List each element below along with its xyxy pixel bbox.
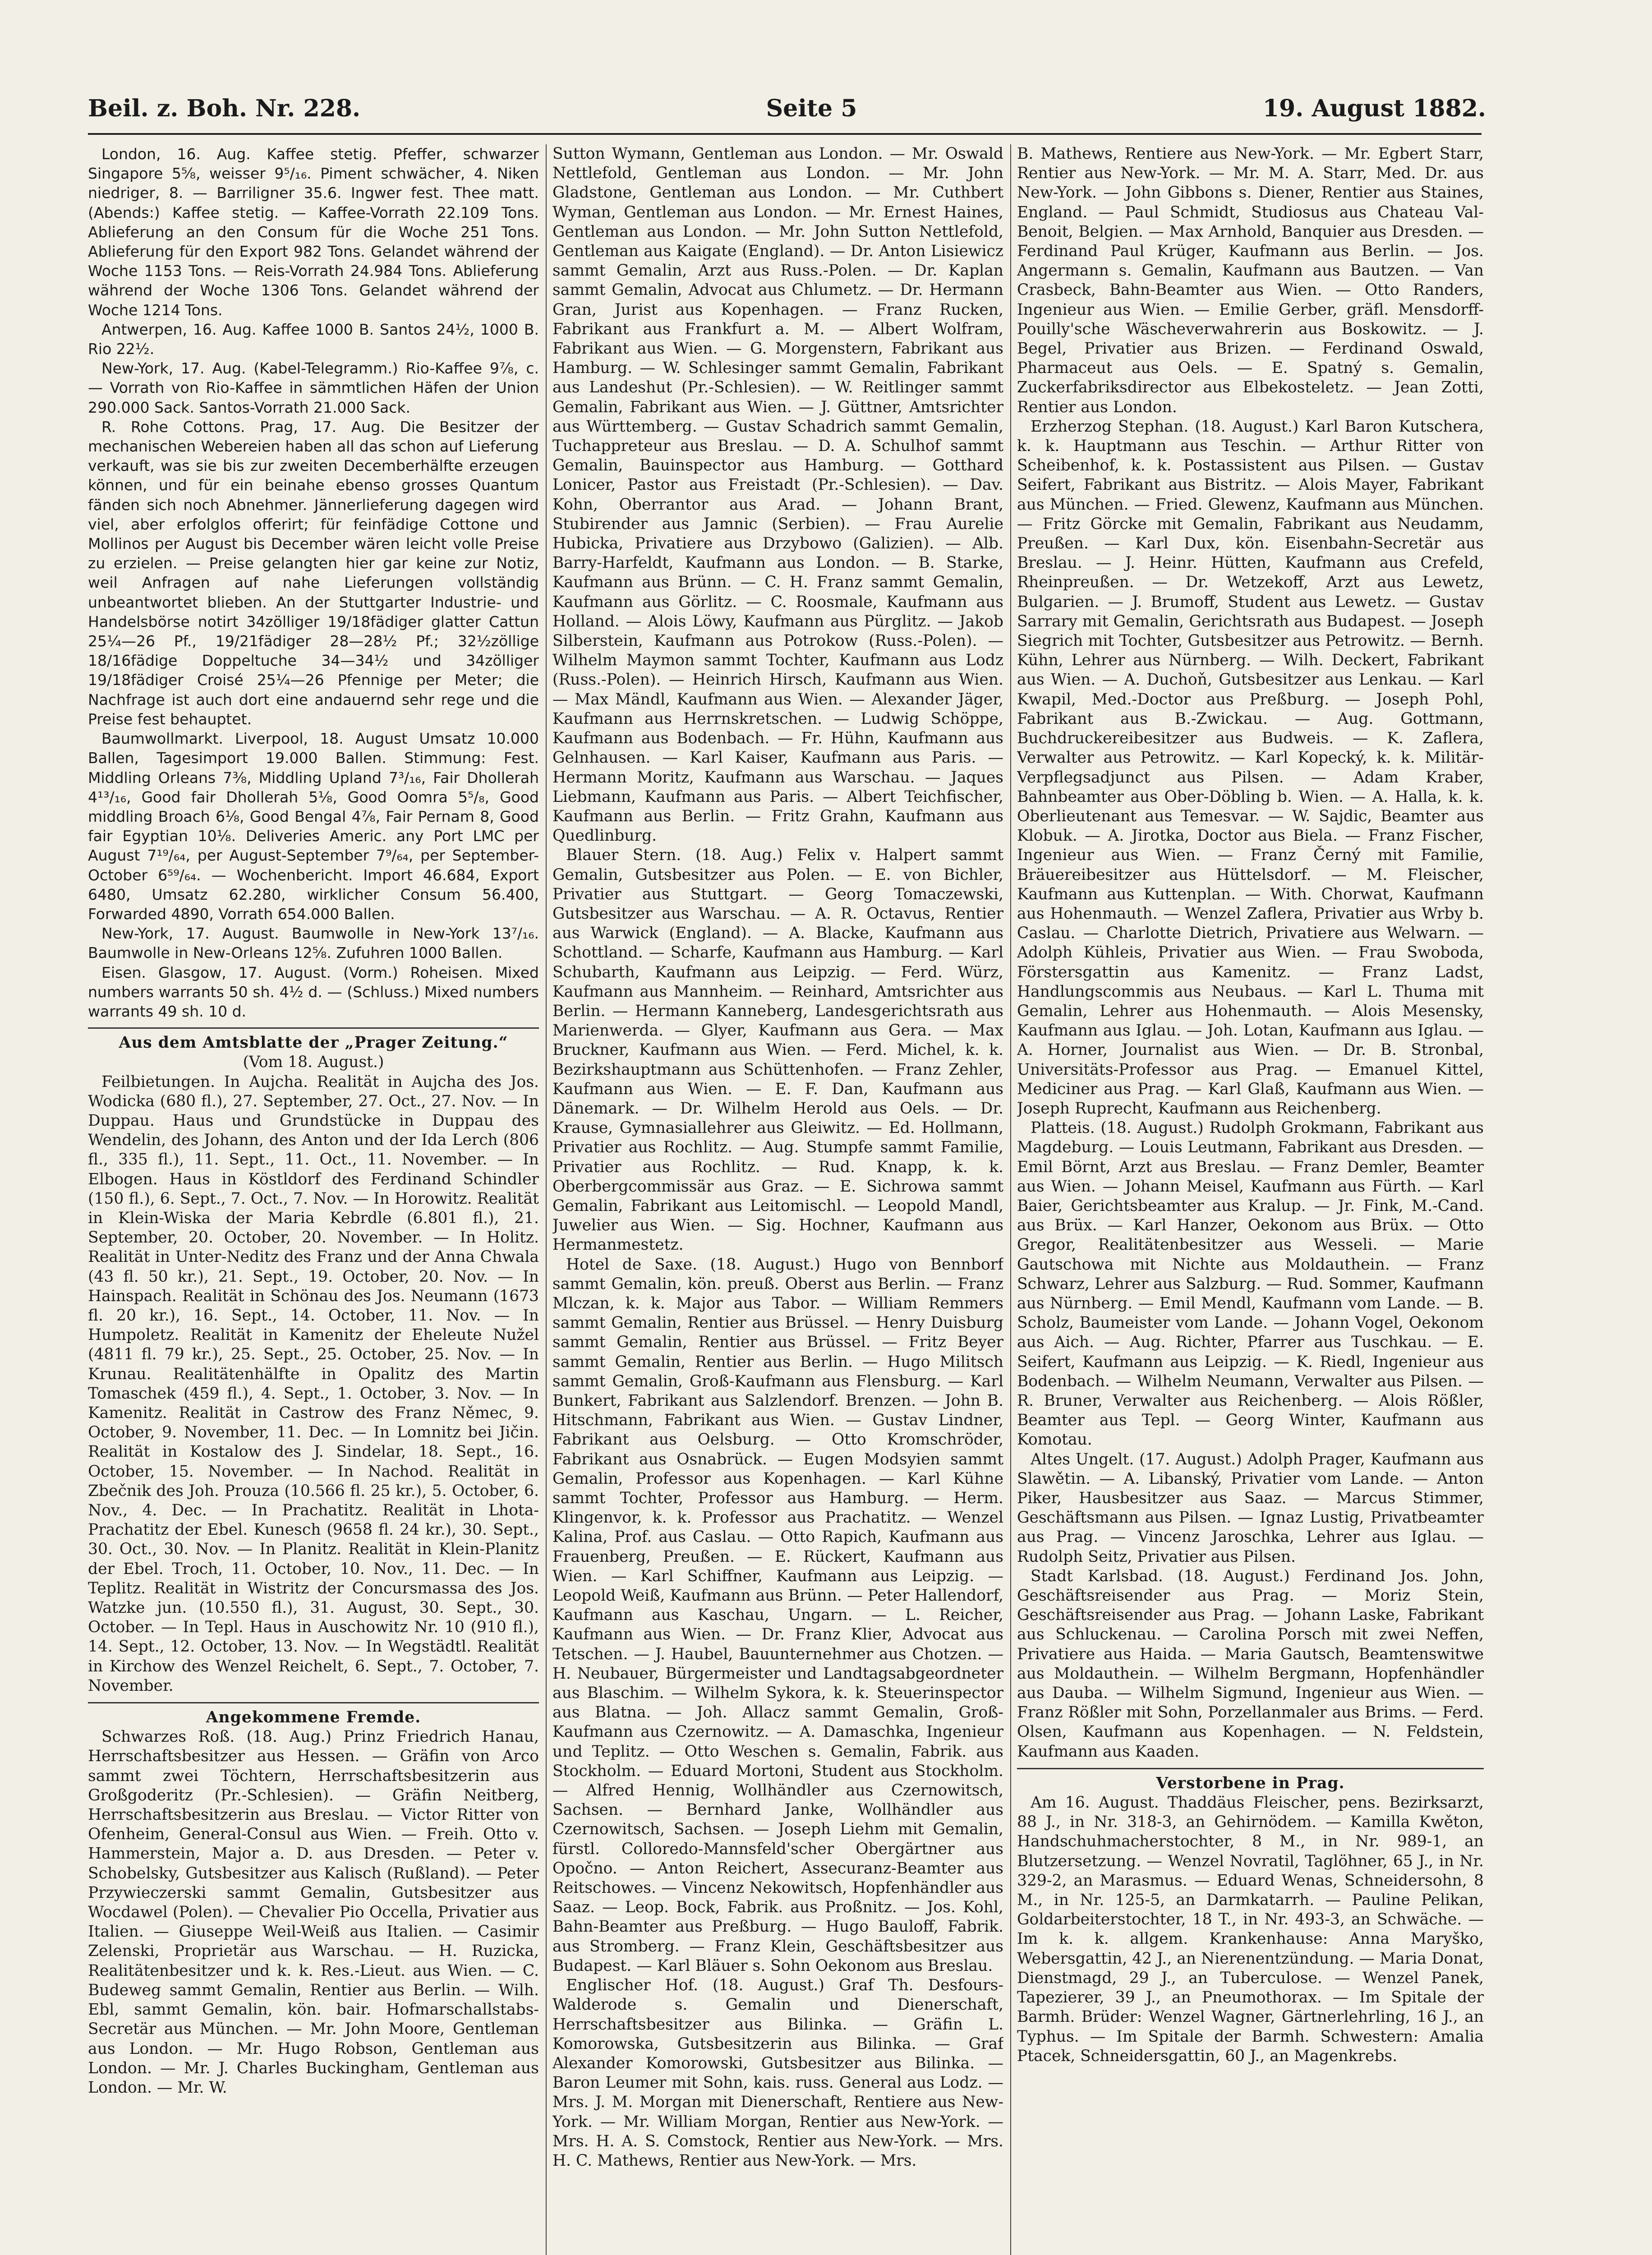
hotel-paragraph: Stadt Karlsbad. (18. August.) Ferdinand Jos. John, Geschäftsreisender aus Prag. — Moriz Stein, Geschäftsreisender aus Prag. — Johann Laske, Fabrikant aus Schluckenau. — Carolina Porsch mit zwei Neffen, Privatiere aus Haida. — Maria Gautsch, Beamtenswitwe aus Moldauthein. — Wilhelm Bergmann, Hopfenhändler aus Dauba. — Wilhelm Sigmund, Ingenieur aus Wien. — Franz Rößler mit Sohn, Porzellanmaler aus Brims. — Ferd. Olsen, Kaufmann aus Kopenhagen. — N. Feldstein, Kaufmann aus Kaaden. (1017, 1567, 1484, 1761)
hotel-paragraph: Hotel de Saxe. (18. August.) Hugo von Bennborf sammt Gemalin, kön. preuß. Oberst aus Berlin. — Franz Mlczan, k. k. Major aus Tabor. — William Remmers sammt Gemalin, Rentier aus Brüssel. — Henry Duisburg sammt Gemalin, Rentier aus Brüssel. — Fritz Beyer sammt Gemalin, Rentier aus Berlin. — Hugo Militsch sammt Gemalin, Groß-Kaufmann aus Flensburg. — Karl Bunkert, Fabrikant aus Salzlendorf. Brenzen. — John B. Hitschmann, Fabrikant aus Wien. — Gustav Lindner, Fabrikant aus Oelsburg. — Otto Kromschröder, Fabrikant aus Osnabrück. — Eugen Modsyien sammt Gemalin, Professor aus Kopenhagen. — Karl Kühne sammt Tochter, Professor aus Hamburg. — Herm. Klingenvor, k. k. Professor aus Prachatitz. — Wenzel Kalina, Prof. aus Caslau. — Otto Rapich, Kaufmann aus Frauenberg, Preußen. — E. Rückert, Kaufmann aus Wien. — Karl Schiffner, Kaufmann aus Leipzig. — Leopold Weiß, Kaufmann aus Brünn. — Peter Hallendorf, Kaufmann aus Kaschau, Ungarn. — L. Reicher, Kaufmann aus Wien. — Dr. Franz Klier, Advocat aus Tetschen. — J. Haubel, Bauunternehmer aus Chotzen. — H. Neubauer, Bürgermeister und Landtagsabgeordneter aus Blaschim. — Wilhelm Sykora, k. k. Steuerinspector aus Blatna. — Joh. Allacz sammt Gemalin, Groß-Kaufmann aus Czernowitz. — A. Damaschka, Ingenieur und Teplitz. — Otto Weschen s. Gemalin, Fabrik. aus Stockholm. — Eduard Mortoni, Student aus Stockholm. — Alfred Hennig, Wollhändler aus Czernowitsch, Sachsen. — Bernhard Janke, Wollhändler aus Czernowitsch, Sachsen. — Joseph Liehm mit Gemalin, fürstl. Colloredo-Mannsfeld'scher Obergärtner aus Opočno. — Anton Reichert, Assecuranz-Beamter aus Reitschowes. — Vincenz Nekowitsch, Hopfenhändler aus Saaz. — Leop. Bock, Fabrik. aus Proßnitz. — Jos. Kohl, Bahn-Beamter aus Preßburg. — Hugo Bauloff, Fabrik. aus Stromberg. — Franz Klein, Geschäftsbesitzer aus Budapest. — Karl Bläuer s. Sohn Oekonom aus Breslau. (552, 1255, 1003, 1975)
header-rule (88, 133, 1482, 135)
obituary-paragraph: Am 16. August. Thaddäus Fleischer, pens. Bezirksarzt, 88 J., in Nr. 318-3, an Gehirnödem. — Kamilla Kwěton, Handschuhmacherstochter, 8 M., in Nr. 989-1, an Blutzersetzung. — Wenzel Novratil, Taglöhner, 65 J., in Nr. 329-2, an Marasmus. — Eduard Wenas, Schneidersohn, 8 M., in Nr. 125-5, an Darmkatarrh. — Pauline Pelikan, Goldarbeiterstochter, 18 T., in Nr. 493-3, an Schwäche. — Im k. k. allgem. Krankenhause: Anna Maryško, Webersgattin, 42 J., an Nierenentzündung. — Maria Donat, Dienstmagd, 29 J., an Tuberculose. — Wenzel Panek, Tapezierer, 39 J., an Pneumothorax. — Im Spitale der Barmh. Brüder: Wenzel Wagner, Gärtnerlehrling, 16 J., an Typhus. — Im Spitale der Barmh. Schwestern: Amalia Ptacek, Schneidersgattin, 60 J., an Magenkrebs. (1017, 1794, 1484, 2065)
hotel-paragraph: Altes Ungelt. (17. August.) Adolph Prager, Kaufmann aus Slawětin. — A. Libanský, Privatier vom Lande. — Anton Piker, Hausbesitzer aus Saaz. — Marcus Stimmer, Geschäftsmann aus Pilsen. — Ignaz Lustig, Privatbeamter aus Prag. — Vincenz Jaroschka, Lehrer aus Iglau. — Rudolph Seitz, Privatier aus Pilsen. (1017, 1450, 1484, 1566)
hotel-paragraph: Erzherzog Stephan. (18. August.) Karl Baron Kutschera, k. k. Hauptmann aus Teschin. — Arthur Ritter von Scheibenhof, k. k. Postassistent aus Pilsen. — Gustav Seifert, Fabrikant aus Bistritz. — Alois Mayer, Fabrikant aus München. — Fried. Glewenz, Kaufmann aus München. — Fritz Görcke mit Gemalin, Fabrikant aus Neudamm, Preußen. — Karl Dux, kön. Eisenbahn-Secretär aus Breslau. — J. Heinr. Hütten, Kaufmann aus Crefeld, Rheinpreußen. — Dr. Wetzekoff, Arzt aus Lewetz, Bulgarien. — J. Brumoff, Student aus Lewetz. — Gustav Sarrary mit Gemalin, Gerichtsrath aus Budapest. — Joseph Siegrich mit Tochter, Gutsbesitzer aus Petrowitz. — Bernh. Kühn, Lehrer aus Nürnberg. — Wilh. Deckert, Fabrikant aus Wien. — A. Duchoň, Gutsbesitzer aus Lenkau. — Karl Kwapil, Med.-Doctor aus Preßburg. — Joseph Pohl, Fabrikant aus B.-Zwickau. — Aug. Gottmann, Buchdruckereibesitzer aus Budweis. — K. Zaflera, Verwalter aus Petrowitz. — Karl Kopecký, k. k. Militär-Verpflegsadjunct aus Pilsen. — Adam Kraber, Bahnbeamter aus Ober-Döbling b. Wien. — A. Halla, k. k. Oberlieutenant aus Temesvar. — W. Sajdic, Beamter aus Klobuk. — A. Jirotka, Doctor aus Biela. — Franz Fischer, Ingenieur aus Wien. — Franz Černý mit Familie, Bräuereibesitzer aus Hüttelsdorf. — M. Fleischer, Kaufmann aus Kuttenplan. — With. Chorwat, Kaufmann aus Hohenmauth. — Wenzel Zaflera, Privatier aus Wrby b. Caslau. — Charlotte Dietrich, Privatiere aus Welwarn. — Adolph Kühleis, Privatier aus Wien. — Frau Swoboda, Förstersgattin aus Kamenitz. — Franz Ladst, Handlungscommis aus Neubaus. — Karl L. Thuma mit Gemalin, Lehrer aus Hohenmauth. — Alois Mesensky, Kaufmann aus Iglau. — Joh. Lotan, Kaufmann aus Iglau. — A. Horner, Journalist aus Wien. — Dr. B. Stronbal, Universitäts-Professor aus Prag. — Emanuel Kittel, Mediciner aus Prag. — Karl Glaß, Kaufmann aus Wien. — Joseph Ruprecht, Kaufmann aus Reichenberg. (1017, 417, 1484, 1118)
section-rule (88, 1702, 539, 1703)
section-heading: Verstorbene in Prag. (1156, 1774, 1345, 1792)
hotel-paragraph: Englischer Hof. (18. August.) Graf Th. Desfours-Walderode s. Gemalin und Dienerschaft, Herrschaftsbesitzer aus Bilinka. — Gräfin L. Komorowska, Gutsbesitzerin aus Bilinka. — Graf Alexander Komorowski, Gutsbesitzer aus Bilinka. — Baron Leumer mit Sohn, kais. russ. General aus Lodz. — Mrs. J. M. Morgan mit Dienerschaft, Rentiere aus New-York. — Mr. William Morgan, Rentier aus New-York. — Mrs. H. A. S. Comstock, Rentier aus New-York. — Mrs. H. C. Mathews, Rentier aus New-York. — Mrs. (552, 1976, 1003, 2170)
hotel-paragraph: Schwarzes Roß. (18. Aug.) Prinz Friedrich Hanau, Herrschaftsbesitzer aus Hessen. — Gräfin von Arco sammt zwei Töchtern, Herrschaftsbesitzerin aus Großgoderitz (Pr.-Schlesien). — Gräfin Neitberg, Herrschaftsbesitzerin aus Breslau. — Victor Ritter von Ofenheim, General-Consul aus Wien. — Freih. Otto v. Hammerstein, Major a. D. aus Dresden. — Peter v. Schobelsky, Gutsbesitzer aus Kalisch (Rußland). — Peter Przywieczerski sammt Gemalin, Gutsbesitzer aus Wocdawel (Polen). — Chevalier Pio Occella, Privatier aus Italien. — Giuseppe Weil-Weiß aus Italien. — Casimir Zelenski, Proprietär aus Warschau. — H. Ruzicka, Realitätenbesitzer und k. k. Res.-Lieut. aus Wien. — C. Budeweg sammt Gemalin, Rentier aus Berlin. — Wilh. Ebl, sammt Gemalin, kön. bair. Hofmarschallstabs-Secretär aus München. — Mr. John Moore, Gentleman aus London. — Mr. Hugo Robson, Gentleman aus London. — Mr. J. Charles Buckingham, Gentleman aus London. — Mr. W. (88, 1728, 539, 2097)
column-divider (546, 144, 547, 2255)
hotel-paragraph: Sutton Wymann, Gentleman aus London. — Mr. Oswald Nettlefold, Gentleman aus London. — Mr. John Gladstone, Gentleman aus London. — Mr. Cuthbert Wyman, Gentleman aus London. — Mr. Ernest Haines, Gentleman aus London. — Mr. John Sutton Nettlefold, Gentleman aus Kaigate (England). — Dr. Anton Lisiewicz sammt Gemalin, Arzt aus Russ.-Polen. — Dr. Kaplan sammt Gemalin, Advocat aus Chlumetz. — Dr. Hermann Gran, Jurist aus Kopenhagen. — Franz Rucken, Fabrikant aus Frankfurt a. M. — Albert Wolfram, Fabrikant aus Wien. — G. Morgenstern, Fabrikant aus Hamburg. — W. Schlesinger sammt Gemalin, Fabrikant aus Landeshut (Pr.-Schlesien). — W. Reitlinger sammt Gemalin, Fabrikant aus Wien. — J. Güttner, Amtsrichter aus Württemberg. — Gustav Schadrich sammt Gemalin, Tuchappreteur aus Breslau. — D. A. Schulhof sammt Gemalin, Bauinspector aus Hamburg. — Gotthard Lonicer, Pastor aus Freistadt (Pr.-Schlesien). — Dav. Kohn, Oberrantor aus Arad. — Johann Brant, Stubirender aus Jamnic (Serbien). — Frau Aurelie Hubicka, Privatiere aus Drzybowo (Galizien). — Alb. Barry-Harfeldt, Kaufmann aus London. — B. Starke, Kaufmann aus Brünn. — C. H. Franz sammt Gemalin, Kaufmann aus Görlitz. — C. Roosmale, Kaufmann aus Holland. — Alois Löwy, Kaufmann aus Pürglitz. — Jakob Silberstein, Kaufmann aus Potrokow (Russ.-Polen). — Wilhelm Maymon sammt Tochter, Kaufmann aus Lodz (Russ.-Polen). — Heinrich Hirsch, Kaufmann aus Wien. — Max Mändl, Kaufmann aus Wien. — Alexander Jäger, Kaufmann aus Herrnskretschen. — Ludwig Schöppe, Kaufmann aus Bodenbach. — Fr. Hühn, Kaufmann aus Gelnhausen. — Karl Kaiser, Kaufmann aus Paris. — Hermann Moritz, Kaufmann aus Warschau. — Jaques Liebmann, Kaufmann aus Paris. — Albert Teichfischer, Kaufmann aus Berlin. — Fritz Grahn, Kaufmann aus Quedlinburg. (552, 145, 1003, 845)
market-report: New-York, 17. Aug. (Kabel-Telegramm.) Rio-Kaffee 9⅞, c. — Vorrath von Rio-Kaffee in sämmtlichen Häfen der Union 290.000 Sack. Santos-Vorrath 21.000 Sack. (88, 359, 539, 416)
notice-paragraph: Feilbietungen. In Aujcha. Realität in Aujcha des Jos. Wodicka (680 fl.), 27. September, 27. Oct., 27. Nov. — In Duppau. Haus und Grundstücke in Duppau des Wendelin, des Johann, des Anton und der Ida Lerch (806 fl., 335 fl.), 11. Sept., 11. Oct., 11. November. — In Elbogen. Haus in Köstldorf des Ferdinand Schindler (150 fl.), 6. Sept., 7. Oct., 7. Nov. — In Horowitz. Realität in Klein-Wiska der Maria Kebrdle (6.801 fl.), 21. September, 20. October, 20. November. — In Holitz. Realität in Unter-Neditz des Franz und der Anna Chwala (43 fl. 50 kr.), 21. Sept., 19. October, 20. Nov. — In Hainspach. Realität in Schönau des Jos. Neumann (1673 fl. 20 kr.), 16. Sept., 14. October, 11. Nov. — In Humpoletz. Realität in Kamenitz der Eheleute Nužel (4811 fl. 79 kr.), 25. Sept., 25. October, 25. Nov. — In Krunau. Realitätenhälfte in Opalitz des Martin Tomaschek (459 fl.), 4. Sept., 1. October, 3. Nov. — In Kamenitz. Realität in Castrow des Franz Němec, 9. October, 9. November, 11. Dec. — In Lomnitz bei Jičin. Realität in Kostalow des J. Sindelar, 18. Sept., 16. October, 15. November. — In Nachod. Realität in Zbečnik des Joh. Prouza (10.566 fl. 25 kr.), 5. October, 6. Nov., 4. Dec. — In Prachatitz. Realität in Lhota-Prachatitz der Ebel. Kunesch (9658 fl. 24 kr.), 30. Sept., 30. Oct., 30. Nov. — In Planitz. Realität in Klein-Planitz der Ebel. Troch, 11. October, 10. Nov., 11. Dec. — In Teplitz. Realität in Wistritz der Concursmassa des Jos. Watzke jun. (10.550 fl.), 31. August, 30. Sept., 30. October. — In Tepl. Haus in Auschowitz Nr. 10 (910 fl.), 14. Sept., 12. October, 13. Nov. — In Wegstädtl. Realität in Kirchow des Wenzel Reichelt, 6. Sept., 7. October, 7. November. (88, 1072, 539, 1695)
issue-label: Beil. z. Boh. Nr. 228. (88, 94, 361, 122)
column-1 (88, 144, 539, 2255)
hotel-paragraph: B. Mathews, Rentiere aus New-York. — Mr. Egbert Starr, Rentier aus New-York. — Mr. M. A. Starr, Med. Dr. aus New-York. — John Gibbons s. Diener, Rentier aus Staines, England. — Paul Schmidt, Studiosus aus Chateau Val-Benoit, Belgien. — Max Arnhold, Banquier aus Dresden. — Ferdinand Paul Krüger, Kaufmann aus Berlin. — Jos. Angermann s. Gemalin, Kaufmann aus Bautzen. — Van Crasbeck, Bahn-Beamter aus Wien. — Otto Randers, Ingenieur aus Wien. — Emilie Gerber, gräfl. Mensdorff-Pouilly'sche Wäscheverwahrerin aus Boskowitz. — J. Begel, Privatier aus Brizen. — Ferdinand Oswald, Pharmaceut aus Oels. — E. Spatný s. Gemalin, Zuckerfabriksdirector aus Elbekosteletz. — Jean Zotti, Rentier aus London. (1017, 145, 1484, 416)
column-divider (1010, 144, 1011, 2255)
market-report: R. Rohe Cottons. Prag, 17. Aug. Die Besitzer der mechanischen Webereien haben all das schon auf Lieferung verkauft, was sie bis zur zweiten Decemberhälfte erzeugen können, und für ein beinahe ebenso grosses Quantum fänden sich noch Abnehmer. Jännerlieferung dagegen wird viel, aber erfolglos offerirt; für feinfädige Cottone und Mollinos per August bis December wären leicht volle Preise zu erzielen. — Preise gelangten hier gar keine zur Notiz, weil Anfragen auf nahe Lieferungen vollständig unbeantwortet blieben. An der Stuttgarter Industrie- und Handelsbörse notirt 34zölliger 19/18fädiger glatter Cattun 25¼—26 Pf., 19/21fädiger 28—28½ Pf.; 32½zöllige 18/16fädige Doppeltuche 34—34½ und 34zölliger 19/18fädiger Croisé 25¼—26 Pfennige per Meter; die Nachfrage ist auch dort eine andauernd sehr rege und die Preise fest behauptet. (88, 418, 539, 728)
issue-date: 19. August 1882. (1262, 94, 1486, 122)
column-2 (552, 144, 1003, 2255)
hotel-paragraph: Blauer Stern. (18. Aug.) Felix v. Halpert sammt Gemalin, Gutsbesitzer aus Polen. — E. von Bichler, Privatier aus Stuttgart. — Georg Tomaczewski, Gutsbesitzer aus Warschau. — A. R. Octavus, Rentier aus Warwick (England). — A. Blacke, Kaufmann aus Schottland. — Scharfe, Kaufmann aus Hamburg. — Karl Schubarth, Kaufmann aus Leipzig. — Ferd. Würz, Kaufmann aus Mannheim. — Reinhard, Amtsrichter aus Berlin. — Hermann Kanneberg, Landesgerichtsrath aus Marienwerda. — Glyer, Kaufmann aus Gera. — Max Bruckner, Kaufmann aus Wien. — Ferd. Michel, k. k. Bezirkshauptmann aus Schüttenhofen. — Franz Zehler, Kaufmann aus Wien. — E. F. Dan, Kaufmann aus Dänemark. — Dr. Wilhelm Herold aus Oels. — Dr. Krause, Gymnasiallehrer aus Gleiwitz. — Ed. Hollmann, Privatier aus Rochlitz. — Aug. Stumpfe sammt Familie, Privatier aus Rochlitz. — Rud. Knapp, k. k. Oberbergcommissär aus Graz. — E. Sichrowa sammt Gemalin, Fabrikant aus Leitomischl. — Leopold Mandl, Juwelier aus Wien. — Sig. Hochner, Kaufmann aus Hermanmestetz. (552, 846, 1003, 1254)
page-number: Seite 5 (766, 94, 857, 122)
page-header (88, 88, 1486, 129)
section-rule (1017, 1768, 1484, 1769)
section-heading: Angekommene Fremde. (206, 1708, 421, 1727)
section-heading: Aus dem Amtsblatte der „Prager Zeitung.“ (119, 1034, 508, 1052)
market-report: Eisen. Glasgow, 17. August. (Vorm.) Roheisen. Mixed numbers warrants 50 sh. 4½ d. — (Schluss.) Mixed numbers warrants 49 sh. 10 d. (88, 963, 539, 1020)
market-report: London, 16. Aug. Kaffee stetig. Pfeffer, schwarzer Singapore 5⅝, weisser 9⁵/₁₆. Piment schwächer, 4. Niken niedriger, 8. — Barriligner 35.6. Ingwer fest. Thee matt. (Abends:) Kaffee stetig. — Kaffee-Vorrath 22.109 Tons. Ablieferung an den Consum für die Woche 251 Tons. Ablieferung für den Export 982 Tons. Gelandet während der Woche 1153 Tons. — Reis-Vorrath 24.984 Tons. Ablieferung während der Woche 1306 Tons. Gelandet während der Woche 1214 Tons. (88, 145, 539, 319)
market-report: Antwerpen, 16. Aug. Kaffee 1000 B. Santos 24½, 1000 B. Rio 22½. (88, 320, 539, 358)
column-3 (1017, 144, 1484, 2255)
market-report: Baumwollmarkt. Liverpool, 18. August Umsatz 10.000 Ballen, Tagesimport 19.000 Ballen. Stimmung: Fest. Middling Orleans 7⅜, Middling Upland 7³/₁₆, Fair Dhollerah 4¹³/₁₆, Good fair Dhollerah 5⅛, Good Oomra 5⁵/₈, Good middling Broach 6⅛, Good Bengal 4⅞, Fair Pernam 8, Good fair Egyptian 10⅛. Deliveries Americ. any Port LMC per August 7¹⁹/₆₄, per August-September 7⁹/₆₄, per September-October 6⁵⁹/₆₄. — Wochenbericht. Import 46.684, Export 6480, Umsatz 62.280, wirklicher Consum 56.400, Forwarded 4890, Vorrath 654.000 Ballen. (88, 730, 539, 923)
section-rule (88, 1027, 539, 1029)
section-date: (Vom 18. August.) (243, 1053, 384, 1072)
market-report: New-York, 17. August. Baumwolle in New-York 13⁷/₁₆. Baumwolle in New-Orleans 12⅝. Zufuhren 1000 Ballen. (88, 925, 539, 962)
hotel-paragraph: Platteis. (18. August.) Rudolph Grokmann, Fabrikant aus Magdeburg. — Louis Leutmann, Fabrikant aus Dresden. — Emil Börnt, Arzt aus Breslau. — Franz Demler, Beamter aus Wien. — Johann Meisel, Kaufmann aus Fürth. — Karl Baier, Gerichtsbeamter aus Kralup. — Jr. Fink, M.-Cand. aus Brüx. — Karl Hanzer, Oekonom aus Brüx. — Otto Gregor, Realitätenbesitzer aus Wesseli. — Marie Gautschowa mit Nichte aus Moldauthein. — Franz Schwarz, Lehrer aus Salzburg. — Rud. Sommer, Kaufmann aus Nürnberg. — Emil Mendl, Kaufmann vom Lande. — B. Scholz, Baumeister vom Lande. — Johann Vogel, Oekonom aus Aich. — Aug. Richter, Pfarrer aus Tuschkau. — E. Seifert, Kaufmann aus Leipzig. — K. Riedl, Ingenieur aus Bodenbach. — Wilhelm Neumann, Verwalter aus Pilsen. — R. Bruner, Verwalter aus Reichenberg. — Alois Rößler, Beamter aus Tepl. — Georg Winter, Kaufmann aus Komotau. (1017, 1119, 1484, 1449)
